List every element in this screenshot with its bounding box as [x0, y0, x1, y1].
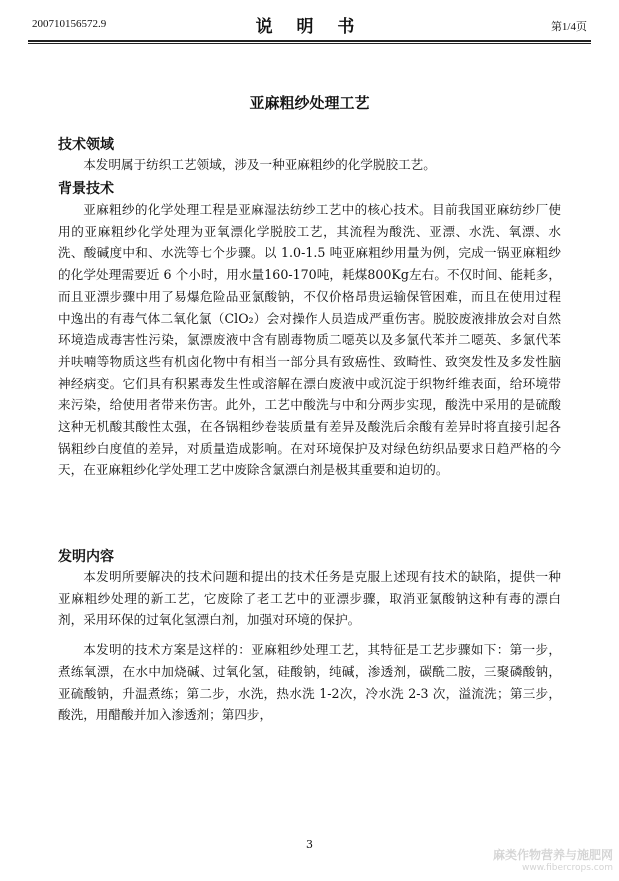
section-heading-technical-field: 技术领域: [58, 137, 114, 153]
section-body-invention-content: [58, 566, 561, 726]
page-header: [32, 12, 587, 38]
paragraph: 本发明的技术方案是这样的：亚麻粗纱处理工艺，其特征是工艺步骤如下：第一步，煮练氧漂，在水中加烧碱、过氧化氢，硅酸钠，纯碱，渗透剂，碳酰二胺，三聚磷酸钠，亚硫酸钠，升温煮练；第二步，水洗，热水洗 1-2次，冷水洗 2-3 次，溢流洗；第三步，酸洗，用醋酸并加入渗透剂；第四步，: [58, 642, 561, 723]
paragraph: 亚麻粗纱的化学处理工程是亚麻湿法纺纱工艺中的核心技术。目前我国亚麻纺纱厂使用的亚麻粗纱化学处理为亚氧漂化学脱胶工艺，其流程为酸洗、亚漂、水洗、氧漂、水洗、酸碱度中和、水洗等七个步骤。以 1.0-1.5 吨亚麻粗纱用量为例，完成一锅亚麻粗纱的化学处理需要近 6 个小时，用水量160-170吨，耗煤800Kg左右。不仅时间、能耗多，而且亚漂步骤中用了易爆危险品亚氯酸钠，不仅价格昂贵运输保管困难，而且在使用过程中逸出的有毒气体二氧化氯（ClO₂）会对操作人员造成严重伤害。脱胶废液排放会对自然环境造成毒害性污染，氯漂废液中含有剧毒物质二噁英以及多氯代苯并二噁英、多氯代苯并呋喃等物质这些有机卤化物中有相当一部分具有致癌性、致畸性、致突发性及多发性脑神经病变。它们具有积累毒发生性或溶解在漂白废液中或沉淀于织物纤维表面，给环境带来污染，给使用者带来伤害。此外，工艺中酸洗与中和分两步实现，酸洗中采用的是硫酸这种无机酸其酸性太强，在各锅粗纱卷装质量有差异及酸洗后余酸有差异时将直接引起各锅粗纱白度值的差异，对质量造成影响。在对环境保护及对绿色纺织品要求日趋严格的今天，在亚麻粗纱化学处理工艺中废除含氯漂白剂是极其重要和迫切的。: [58, 202, 561, 478]
section-heading-background: 背景技术: [58, 181, 114, 197]
page-number: 3: [306, 838, 313, 851]
paragraph: 本发明所要解决的技术问题和提出的技术任务是克服上述现有技术的缺陷，提供一种亚麻粗纱处理的新工艺，它废除了老工艺中的亚漂步骤，取消亚氯酸钠这种有毒的漂白剂，采用环保的过氧化氢漂白剂，加强对环境的保护。: [58, 569, 561, 628]
header-title: 说 明 书: [255, 17, 364, 37]
document-title: 亚麻粗纱处理工艺: [249, 94, 370, 112]
section-heading-invention-content: 发明内容: [58, 549, 114, 565]
watermark: [493, 846, 613, 873]
watermark-url: www.fibercrops.com: [522, 863, 613, 873]
section-body-technical-field: [58, 154, 561, 176]
watermark-name: 麻类作物营养与施肥网: [492, 848, 613, 862]
header-rule-thin: [28, 43, 591, 44]
page-label: 第1/4页: [550, 21, 587, 33]
section-body-background: [58, 199, 561, 481]
application-number: 200710156572.9: [32, 18, 107, 30]
paragraph: 本发明属于纺织工艺领域，涉及一种亚麻粗纱的化学脱胶工艺。: [83, 157, 436, 172]
header-rule: [28, 40, 591, 42]
